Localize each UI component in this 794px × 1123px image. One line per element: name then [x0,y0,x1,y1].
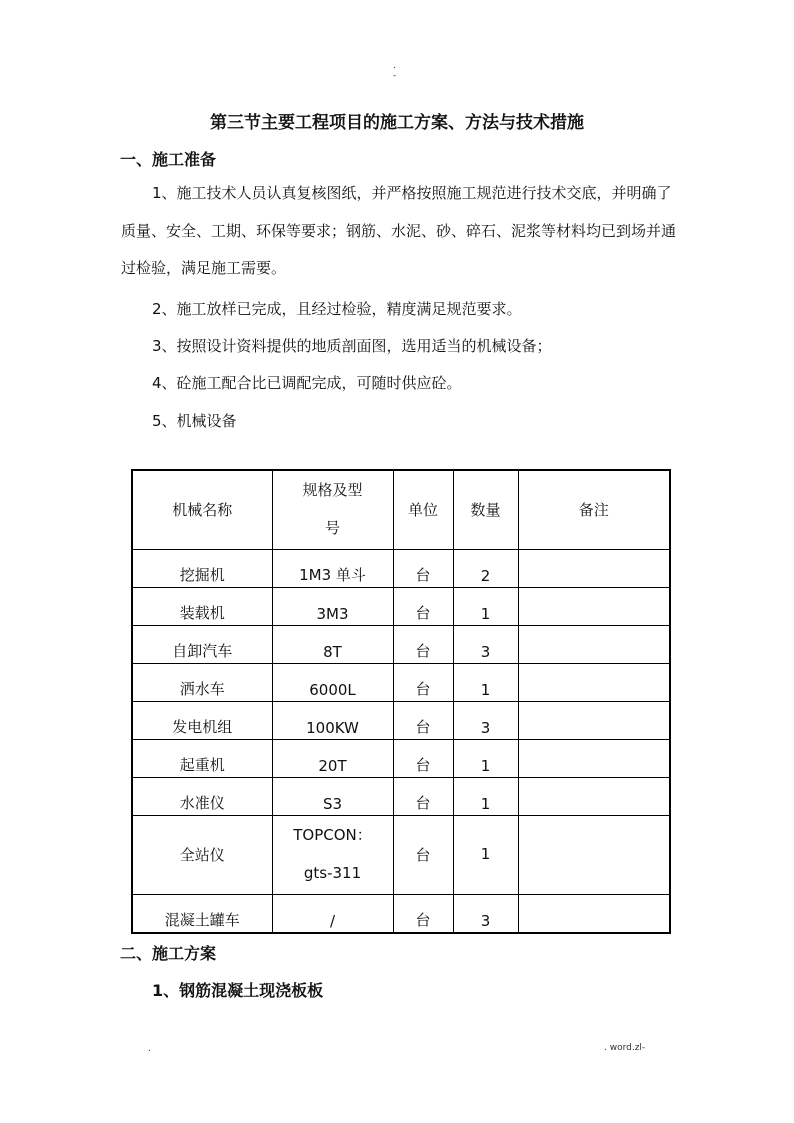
section-heading-plan: 二、施工方案 [120,944,217,963]
cell-name: 全站仪 [132,816,272,895]
cell-note [518,778,670,816]
page-title: 第三节主要工程项目的施工方案、方法与技术措施 [210,113,584,133]
table-row [132,588,670,626]
table-row [132,740,670,778]
cell-unit: 台 [393,702,453,740]
header-spec-line1: 规格及型 [302,481,363,499]
header-spec [272,470,393,550]
cell-spec: 1M3 单斗 [272,550,393,588]
cell-spec: 3M3 [272,588,393,626]
table-row [132,664,670,702]
table-row [132,778,670,816]
cell-spec: S3 [272,778,393,816]
header-unit: 单位 [393,470,453,550]
cell-name: 自卸汽车 [132,626,272,664]
section-heading-preparation: 一、施工准备 [120,150,217,169]
cell-name: 发电机组 [132,702,272,740]
table-row [132,895,670,933]
header-qty: 数量 [453,470,518,550]
cell-unit: 台 [393,895,453,933]
cell-name: 挖掘机 [132,550,272,588]
cell-unit: 台 [393,664,453,702]
cell-spec: 6000L [272,664,393,702]
cell-spec-line1: TOPCON： [293,826,372,844]
header-name: 机械名称 [132,470,272,550]
cell-spec: 20T [272,740,393,778]
subsection-heading: 1、钢筋混凝土现浇板板 [152,981,324,1000]
table-header-row [132,470,670,550]
cell-unit: 台 [393,588,453,626]
cell-name: 洒水车 [132,664,272,702]
cell-note [518,702,670,740]
cell-unit: 台 [393,778,453,816]
prep-item-2: 2、施工放样已完成，且经过检验，精度满足规范要求。 [152,300,522,318]
cell-spec: 100KW [272,702,393,740]
cell-unit: 台 [393,626,453,664]
header-dash: - [393,71,397,81]
footer-watermark: . word.zl- [604,1043,646,1053]
table-row [132,626,670,664]
cell-unit: 台 [393,740,453,778]
cell-qty: 3 [453,626,518,664]
prep-item-4: 4、砼施工配合比已调配完成，可随时供应砼。 [152,374,462,392]
cell-name: 水准仪 [132,778,272,816]
cell-name: 起重机 [132,740,272,778]
prep-item-1: 1、施工技术人员认真复核图纸，并严格按照施工规范进行技术交底，并明确了质量、安全、工期、环保等要求；钢筋、水泥、砂、碎石、泥浆等材料均已到场并通过检验，满足施工需要。 [121,184,677,277]
table-row [132,816,670,895]
table-row [132,702,670,740]
cell-qty: 1 [453,740,518,778]
prep-item-3: 3、按照设计资料提供的地质剖面图，选用适当的机械设备； [152,337,552,355]
cell-qty: 1 [453,778,518,816]
prep-item-5: 5、机械设备 [152,412,237,430]
cell-unit: 台 [393,550,453,588]
cell-note [518,816,670,895]
cell-qty: 2 [453,550,518,588]
cell-spec [272,816,393,895]
header-dot: . [393,61,396,71]
cell-qty: 3 [453,895,518,933]
cell-qty: 1 [453,588,518,626]
cell-spec-line2: gts-311 [303,864,362,882]
cell-qty: 1 [453,816,518,895]
cell-note [518,664,670,702]
cell-spec: / [272,895,393,933]
header-spec-line2: 号 [324,519,340,537]
cell-unit: 台 [393,816,453,895]
header-note: 备注 [518,470,670,550]
cell-qty: 1 [453,664,518,702]
cell-name: 装载机 [132,588,272,626]
cell-note [518,740,670,778]
cell-name: 混凝土罐车 [132,895,272,933]
table-row [132,550,670,588]
cell-qty: 3 [453,702,518,740]
cell-note [518,626,670,664]
footer-left-mark: . [148,1044,151,1054]
cell-note [518,588,670,626]
cell-spec: 8T [272,626,393,664]
cell-note [518,550,670,588]
equipment-table [131,469,671,934]
cell-note [518,895,670,933]
